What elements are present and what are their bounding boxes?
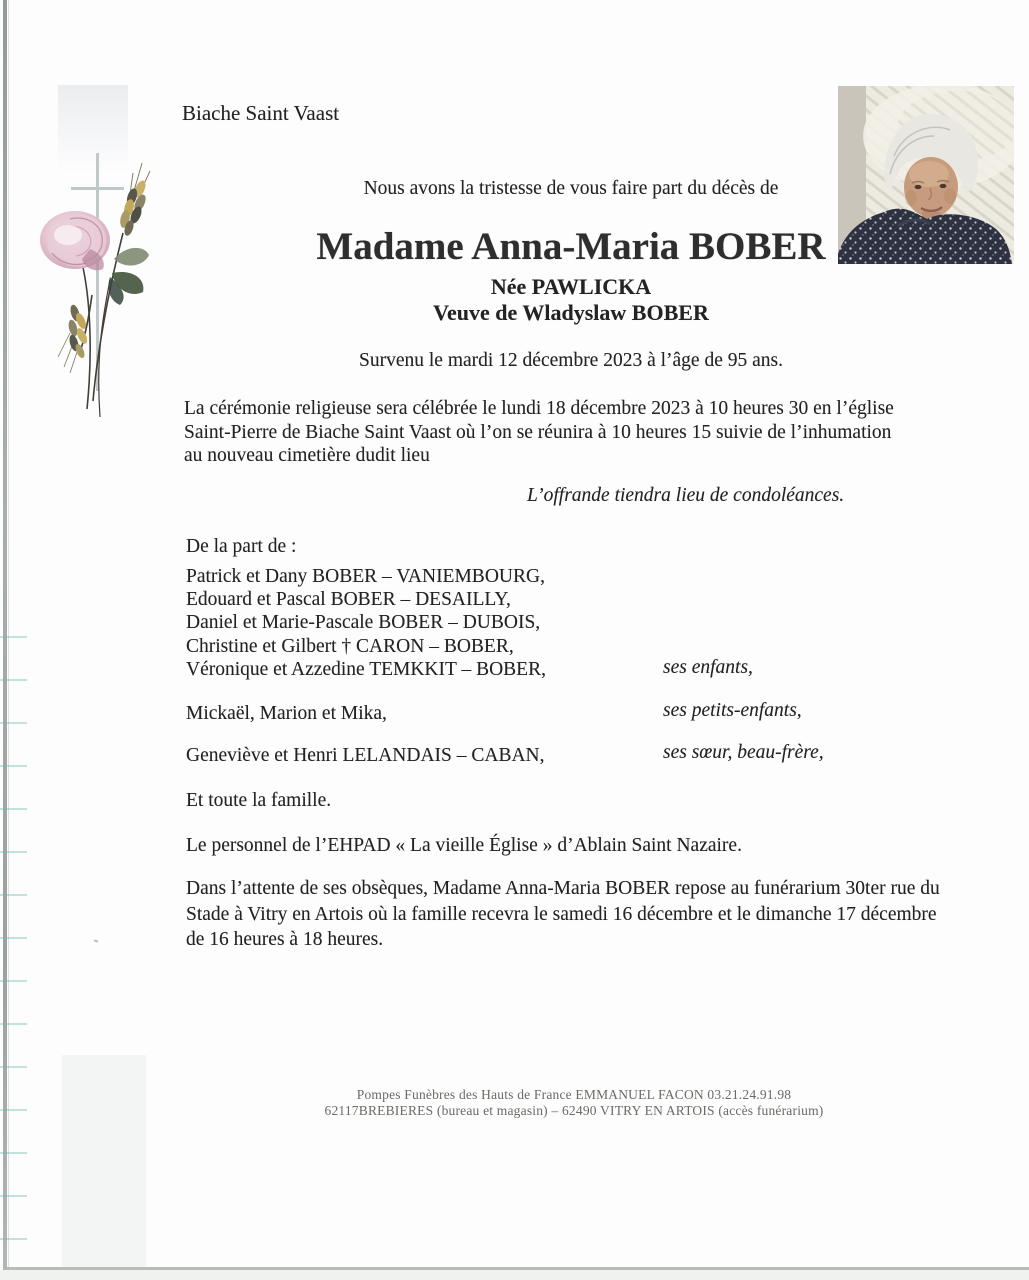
portrait-photo xyxy=(838,86,1014,264)
ceremony-line: Saint-Pierre de Biache Saint Vaast où l’on se réunira à 10 heures 15 suivie de l’inhumation xyxy=(184,421,892,443)
offering-line: L’offrande tiendra lieu de condoléances. xyxy=(527,485,845,506)
visitation-line: Stade à Vitry en Artois où la famille recevra le samedi 16 décembre et le dimanche 17 décembre xyxy=(186,903,937,925)
ceremony-paragraph xyxy=(184,397,894,468)
funeral-home-line: Pompes Funèbres des Hauts de France EMMANUEL FACON 03.21.24.91.98 xyxy=(356,1087,792,1102)
grandchildren-names xyxy=(186,702,387,725)
visitation-paragraph xyxy=(186,876,940,953)
family-closing: Et toute la famille. xyxy=(186,790,332,811)
from-label: De la part de : xyxy=(186,536,297,557)
wheat-ear-top xyxy=(119,163,150,237)
family-name-line: Daniel et Marie-Pascale BOBER – DUBOIS, xyxy=(186,612,541,634)
relation-siblings: ses sœur, beau-frère, xyxy=(663,742,824,763)
family-name-line: Mickaël, Marion et Mika, xyxy=(186,703,387,724)
scan-below-page xyxy=(0,1270,1029,1280)
city-heading: Biache Saint Vaast xyxy=(182,101,340,125)
siblings-names xyxy=(186,744,545,767)
intro-line: Nous avons la tristesse de vous faire part du décès de xyxy=(363,178,779,199)
deceased-name: Madame Anna-Maria BOBER xyxy=(316,225,826,268)
scan-shadow-bottom xyxy=(62,1055,146,1267)
relation-children: ses enfants, xyxy=(663,657,753,678)
family-name-line: Véronique et Azzedine TEMKKIT – BOBER, xyxy=(186,658,546,680)
widow-of-line: Veuve de Wladyslaw BOBER xyxy=(433,300,709,325)
ceremony-line: La cérémonie religieuse sera célébrée le lundi 18 décembre 2023 à 10 heures 30 en l’église xyxy=(184,398,894,419)
staff-mention: Le personnel de l’EHPAD « La vieille Église » d’Ablain Saint Nazaire. xyxy=(186,835,742,856)
visitation-line: de 16 heures à 18 heures. xyxy=(186,929,384,950)
wheat-ear-bottom xyxy=(58,304,89,373)
family-name-line: Patrick et Dany BOBER – VANIEMBOURG, xyxy=(186,566,545,587)
death-notice: Survenu le mardi 12 décembre 2023 à l’âge de 95 ans. xyxy=(359,350,783,371)
scan-speck xyxy=(94,939,98,942)
maiden-name: Née PAWLICKA xyxy=(490,274,652,299)
family-name-line: Christine et Gilbert † CARON – BOBER, xyxy=(186,635,514,657)
visitation-line: Dans l’attente de ses obsèques, Madame Anna-Maria BOBER repose au funérarium 30ter rue du xyxy=(186,878,940,899)
children-names xyxy=(186,565,546,681)
funeral-home-address: 62117BREBIERES (bureau et magasin) – 62490 VITRY EN ARTOIS (accès funérarium) xyxy=(324,1103,824,1118)
leaves xyxy=(108,248,149,305)
family-name-line: Edouard et Pascal BOBER – DESAILLY, xyxy=(186,589,511,611)
ceremony-line: au nouveau cimetière dudit lieu xyxy=(184,445,430,466)
rose-wheat-cross-illustration xyxy=(30,145,170,425)
scan-ruled-lines xyxy=(0,595,27,1280)
relation-grandchildren: ses petits-enfants, xyxy=(663,700,802,721)
family-name-line: Geneviève et Henri LELANDAIS – CABAN, xyxy=(186,745,545,766)
rose-flower xyxy=(40,211,110,270)
face xyxy=(904,157,958,217)
